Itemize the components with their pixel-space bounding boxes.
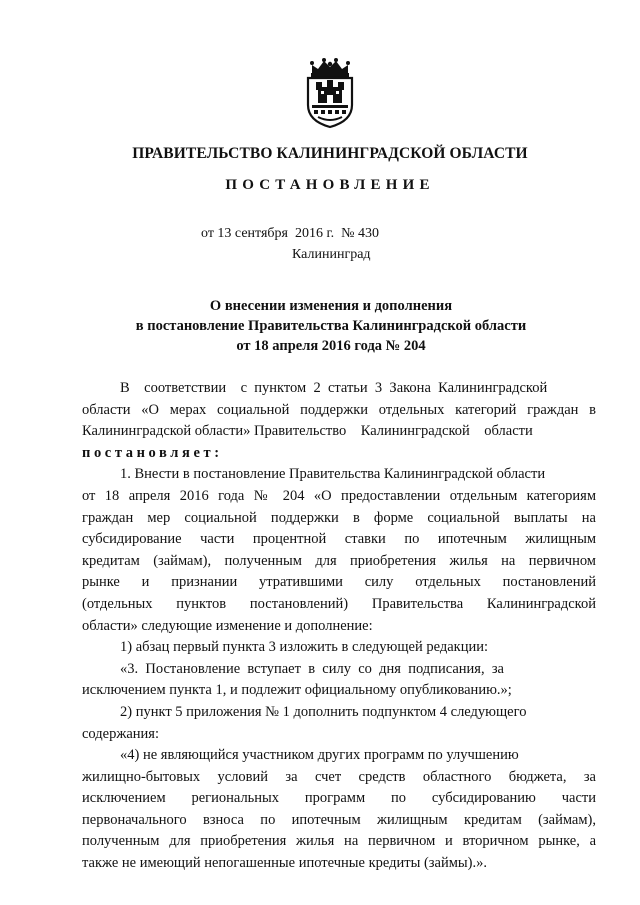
body-line: (отдельных пунктов постановлений) Правительства Калининградской [82,595,596,612]
body-line: Калининградской области» Правительство Калининградской области [82,423,533,440]
subject-line: О внесении изменения и дополнения [209,298,453,314]
coat-of-arms-emblem [298,57,362,129]
document-date-number: от 13 сентября 2016 г. № 430 [201,226,379,241]
subject-line: от 18 апреля 2016 года № 204 [236,338,426,354]
organization-title: ПРАВИТЕЛЬСТВО КАЛИНИНГРАДСКОЙ ОБЛАСТИ [132,145,528,162]
body-line: «4) не являющийся участником других программ по улучшению [120,747,519,764]
body-line: жилищно-бытовых условий за счет средств областного бюджета, за [82,768,596,785]
body-line: также не имеющий непогашенные ипотечные кредиты (займы).». [82,855,487,872]
document-city: Калининград [292,247,371,262]
body-line: первоначального взноса по ипотечным жилищным кредитам (займам), [82,811,596,828]
document-type-title: ПОСТАНОВЛЕНИЕ [225,177,435,193]
body-line: «3. Постановление вступает в силу со дня подписания, за [120,660,504,677]
resolution-word: постановляет: [82,444,223,461]
body-line: области «О мерах социальной поддержки отдельных категорий граждан в [82,401,596,418]
document-subject [110,296,552,356]
body-line: исключением региональных программ по субсидированию части [82,790,596,807]
body-line: исключением пункта 1, и подлежит официальному опубликованию.»; [82,682,512,699]
body-line: В соответствии с пунктом 2 статьи 3 Закона Калининградской [120,380,548,396]
body-line: 1. Внести в постановление Правительства Калининградской области [120,466,546,483]
body-line: содержания: [82,725,160,742]
subject-line: в постановление Правительства Калининградской области [135,318,527,334]
body-line: от 18 апреля 2016 года № 204 «О предоставлении отдельным категориям [82,487,596,504]
document-body [82,378,596,875]
body-line: 1) абзац первый пункта 3 изложить в следующей редакции: [120,639,489,656]
body-line: 2) пункт 5 приложения № 1 дополнить подпунктом 4 следующего [120,703,527,720]
body-line: полученным для приобретения жилья на первичном и вторичном рынке, а [82,833,596,850]
body-line: кредитам (займам), полученным для приобретения жилья на первичном [82,552,596,569]
body-line: субсидирование части процентной ставки по ипотечным жилищным [82,531,596,548]
body-line: рынке и признании утратившими силу отдельных постановлений [82,574,596,591]
body-line: граждан мер социальной поддержки в форме социальной выплаты на [82,509,596,526]
body-line: области» следующие изменение и дополнение: [82,617,373,634]
